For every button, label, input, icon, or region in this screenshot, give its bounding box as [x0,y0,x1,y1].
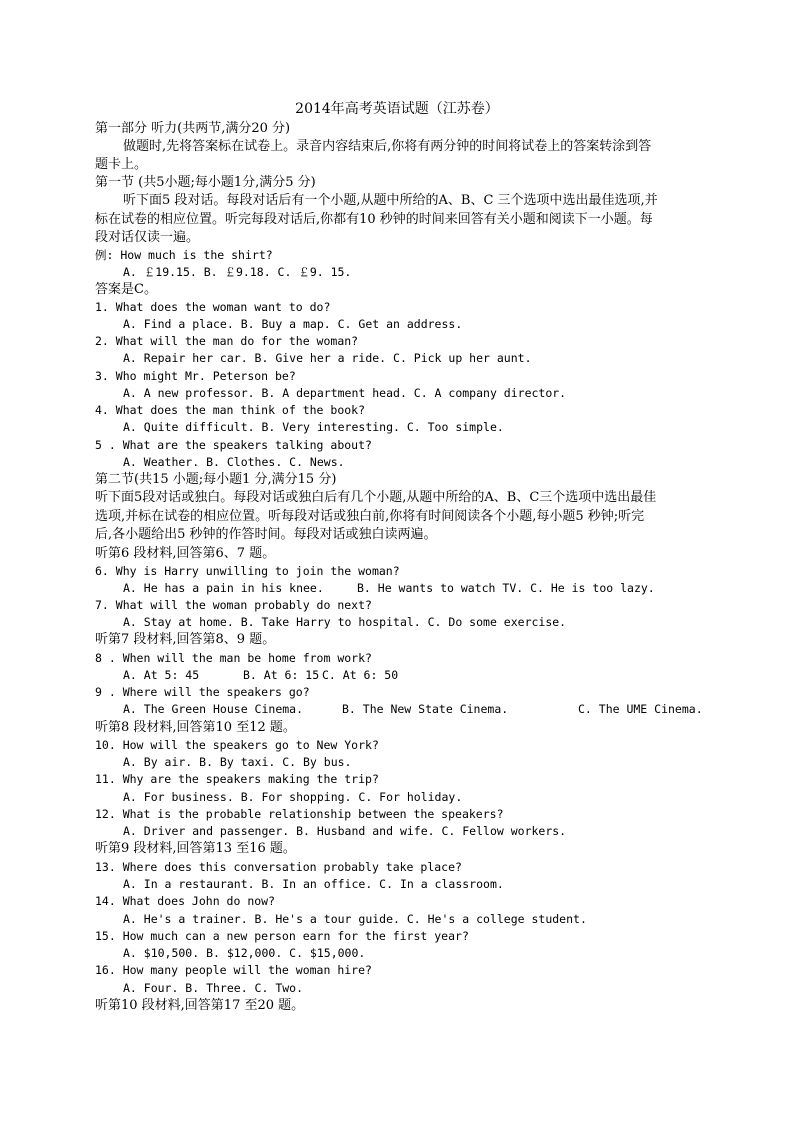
material-10-heading: 听第10 段材料,回答第17 至20 题。 [95,998,305,1013]
question-14-options: A. He's a trainer. B. He's a tour guide. C. He's a college student. [123,912,587,926]
question-8: 8 . When will the man be home from work? [95,651,372,665]
question-9-option-a: A. The Green House Cinema. [123,702,304,716]
question-15: 15. How much can a new person earn for the first year? [95,929,469,943]
section2-heading: 第二节(共15 小题;每小题1 分,满分15 分) [95,472,337,487]
question-12: 12. What is the probable relationship between the speakers? [95,807,504,821]
question-4: 4. What does the man think of the book? [95,403,366,417]
example-answer: 答案是C。 [95,282,157,297]
material-8-heading: 听第8 段材料,回答第10 至12 题。 [95,720,296,735]
question-7: 7. What will the woman probably do next? [95,598,372,612]
question-6-options-bc: B. He wants to watch TV. C. He is too lazy. [357,581,655,595]
example-question: 例: How much is the shirt? [95,248,273,262]
section1-instruction-line-2: 标在试卷的相应位置。听完每段对话后,你都有10 秒钟的时间来回答有关小题和阅读下一小题。每 [95,212,653,227]
question-8-option-b: B. At 6: 15 [243,668,320,682]
question-7-options: A. Stay at home. B. Take Harry to hospital. C. Do some exercise. [123,615,567,629]
material-7-heading: 听第7 段材料,回答第8、9 题。 [95,632,276,647]
section2-instruction-line-2: 选项,并标在试卷的相应位置。听每段对话或独白前,你将有时间阅读各个小题,每小题5 秒钟;听完 [95,509,645,524]
section2-instruction-line-3: 后,各小题给出5 秒钟的作答时间。每段对话或独白读两遍。 [95,527,437,542]
question-2-options: A. Repair her car. B. Give her a ride. C. Pick up her aunt. [123,351,532,365]
question-3-options: A. A new professor. B. A department head. C. A company director. [123,386,567,400]
question-12-options: A. Driver and passenger. B. Husband and wife. C. Fellow workers. [123,824,567,838]
section1-instruction-line-1: 听下面5 段对话。每段对话后有一个小题,从题中所给的A、B、C 三个选项中选出最佳选项,并 [123,193,658,208]
question-9-option-c: C. The UME Cinema. [578,702,703,716]
example-options: A. ￡19.15. B. ￡9.18. C. ￡9. 15. [123,265,352,279]
question-16: 16. How many people will the woman hire? [95,963,372,977]
question-3: 3. Who might Mr. Peterson be? [95,369,296,383]
part1-instruction-line-2: 题卡上。 [95,157,148,172]
question-14: 14. What does John do now? [95,894,276,908]
question-1: 1. What does the woman want to do? [95,300,331,314]
question-10-options: A. By air. B. By taxi. C. By bus. [123,755,352,769]
part1-heading: 第一部分 听力(共两节,满分20 分) [95,121,291,136]
question-11: 11. Why are the speakers making the trip? [95,772,379,786]
question-8-option-c: C. At 6: 50 [322,668,399,682]
question-8-option-a: A. At 5: 45 [123,668,200,682]
question-15-options: A. $10,500. B. $12,000. C. $15,000. [123,946,366,960]
question-16-options: A. Four. B. Three. C. Two. [123,981,304,995]
question-5-options: A. Weather. B. Clothes. C. News. [123,455,345,469]
question-2: 2. What will the man do for the woman? [95,334,359,348]
section1-heading: 第一节 (共5小题;每小题1分,满分5 分) [95,175,316,190]
material-9-heading: 听第9 段材料,回答第13 至16 题。 [95,841,296,856]
question-4-options: A. Quite difficult. B. Very interesting. C. Too simple. [123,420,504,434]
question-13-options: A. In a restaurant. B. In an office. C. In a classroom. [123,877,504,891]
question-11-options: A. For business. B. For shopping. C. For holiday. [123,790,463,804]
question-9: 9 . Where will the speakers go? [95,685,310,699]
question-6: 6. Why is Harry unwilling to join the woman? [95,564,400,578]
question-10: 10. How will the speakers go to New York? [95,738,379,752]
section2-instruction-line-1: 听下面5段对话或独白。每段对话或独白后有几个小题,从题中所给的A、B、C三个选项中选出最佳 [95,490,657,505]
question-6-option-a: A. He has a pain in his knee. [123,581,324,595]
question-9-option-b: B. The New State Cinema. [342,702,509,716]
material-6-heading: 听第6 段材料,回答第6、7 题。 [95,546,276,561]
question-13: 13. Where does this conversation probably take place? [95,860,462,874]
section1-instruction-line-3: 段对话仅读一遍。 [95,230,200,245]
question-1-options: A. Find a place. B. Buy a map. C. Get an address. [123,317,463,331]
page-title: 2014年高考英语试题（江苏卷） [295,101,499,117]
question-5: 5 . What are the speakers talking about? [95,438,372,452]
part1-instruction-line-1: 做题时,先将答案标在试卷上。录音内容结束后,你将有两分钟的时间将试卷上的答案转涂到答 [123,139,652,154]
